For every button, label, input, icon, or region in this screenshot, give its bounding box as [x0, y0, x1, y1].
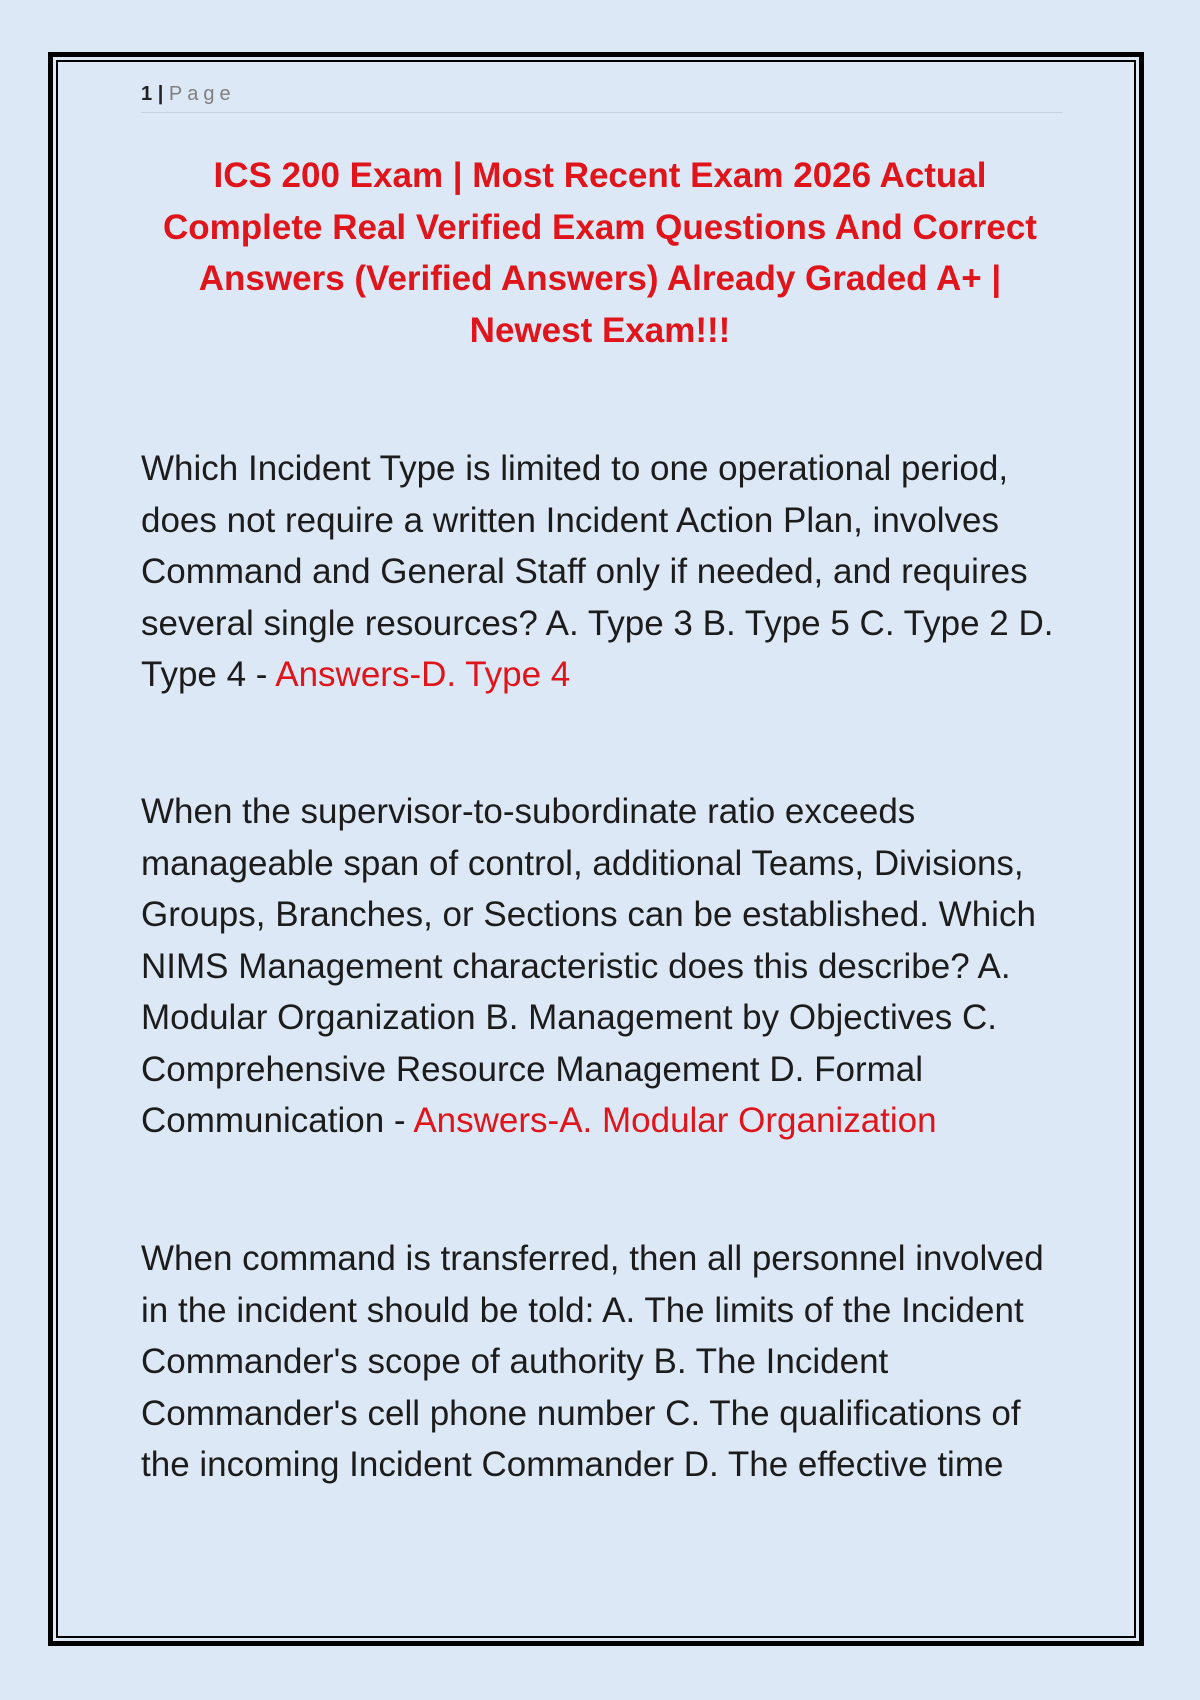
page-header — [141, 80, 1063, 113]
document-title: ICS 200 Exam | Most Recent Exam 2026 Actual Complete Real Verified Exam Questions And Correct Answers (Verified Answers) Already Graded A+ | Newest Exam!!! — [163, 156, 1037, 350]
question-block — [141, 1233, 1071, 1491]
answer-text: Answers-A. Modular Organization — [413, 1101, 937, 1140]
page-label: Page — [168, 83, 236, 105]
question-text: When command is transferred, then all personnel involved in the incident should be told: A. The limits of the Incident Commander's scope of authority B. The Incident Commander's cell phone number C. The qualifications of the incoming Incident Commander D. The effective time — [141, 1239, 1044, 1484]
question-text: Which Incident Type is limited to one operational period, does not require a written Incident Action Plan, involves Command and General Staff only if needed, and requires several single resources? A. Type 3 B. Type 5 C. Type 2 D. Type 4 - — [141, 449, 1054, 694]
page-header-separator: | — [157, 83, 164, 105]
question-block — [141, 443, 1071, 701]
page-number: 1 — [141, 83, 153, 105]
question-text: When the supervisor-to-subordinate ratio exceeds manageable span of control, additional Teams, Divisions, Groups, Branches, or Sections can be established. Which NIMS Management characteristic does this describe? A. Modular Organization B. Management by Objectives C. Comprehensive Resource Management D. Formal Communication - — [141, 792, 1036, 1140]
answer-text: Answers-D. Type 4 — [275, 655, 571, 694]
question-block — [141, 786, 1071, 1147]
